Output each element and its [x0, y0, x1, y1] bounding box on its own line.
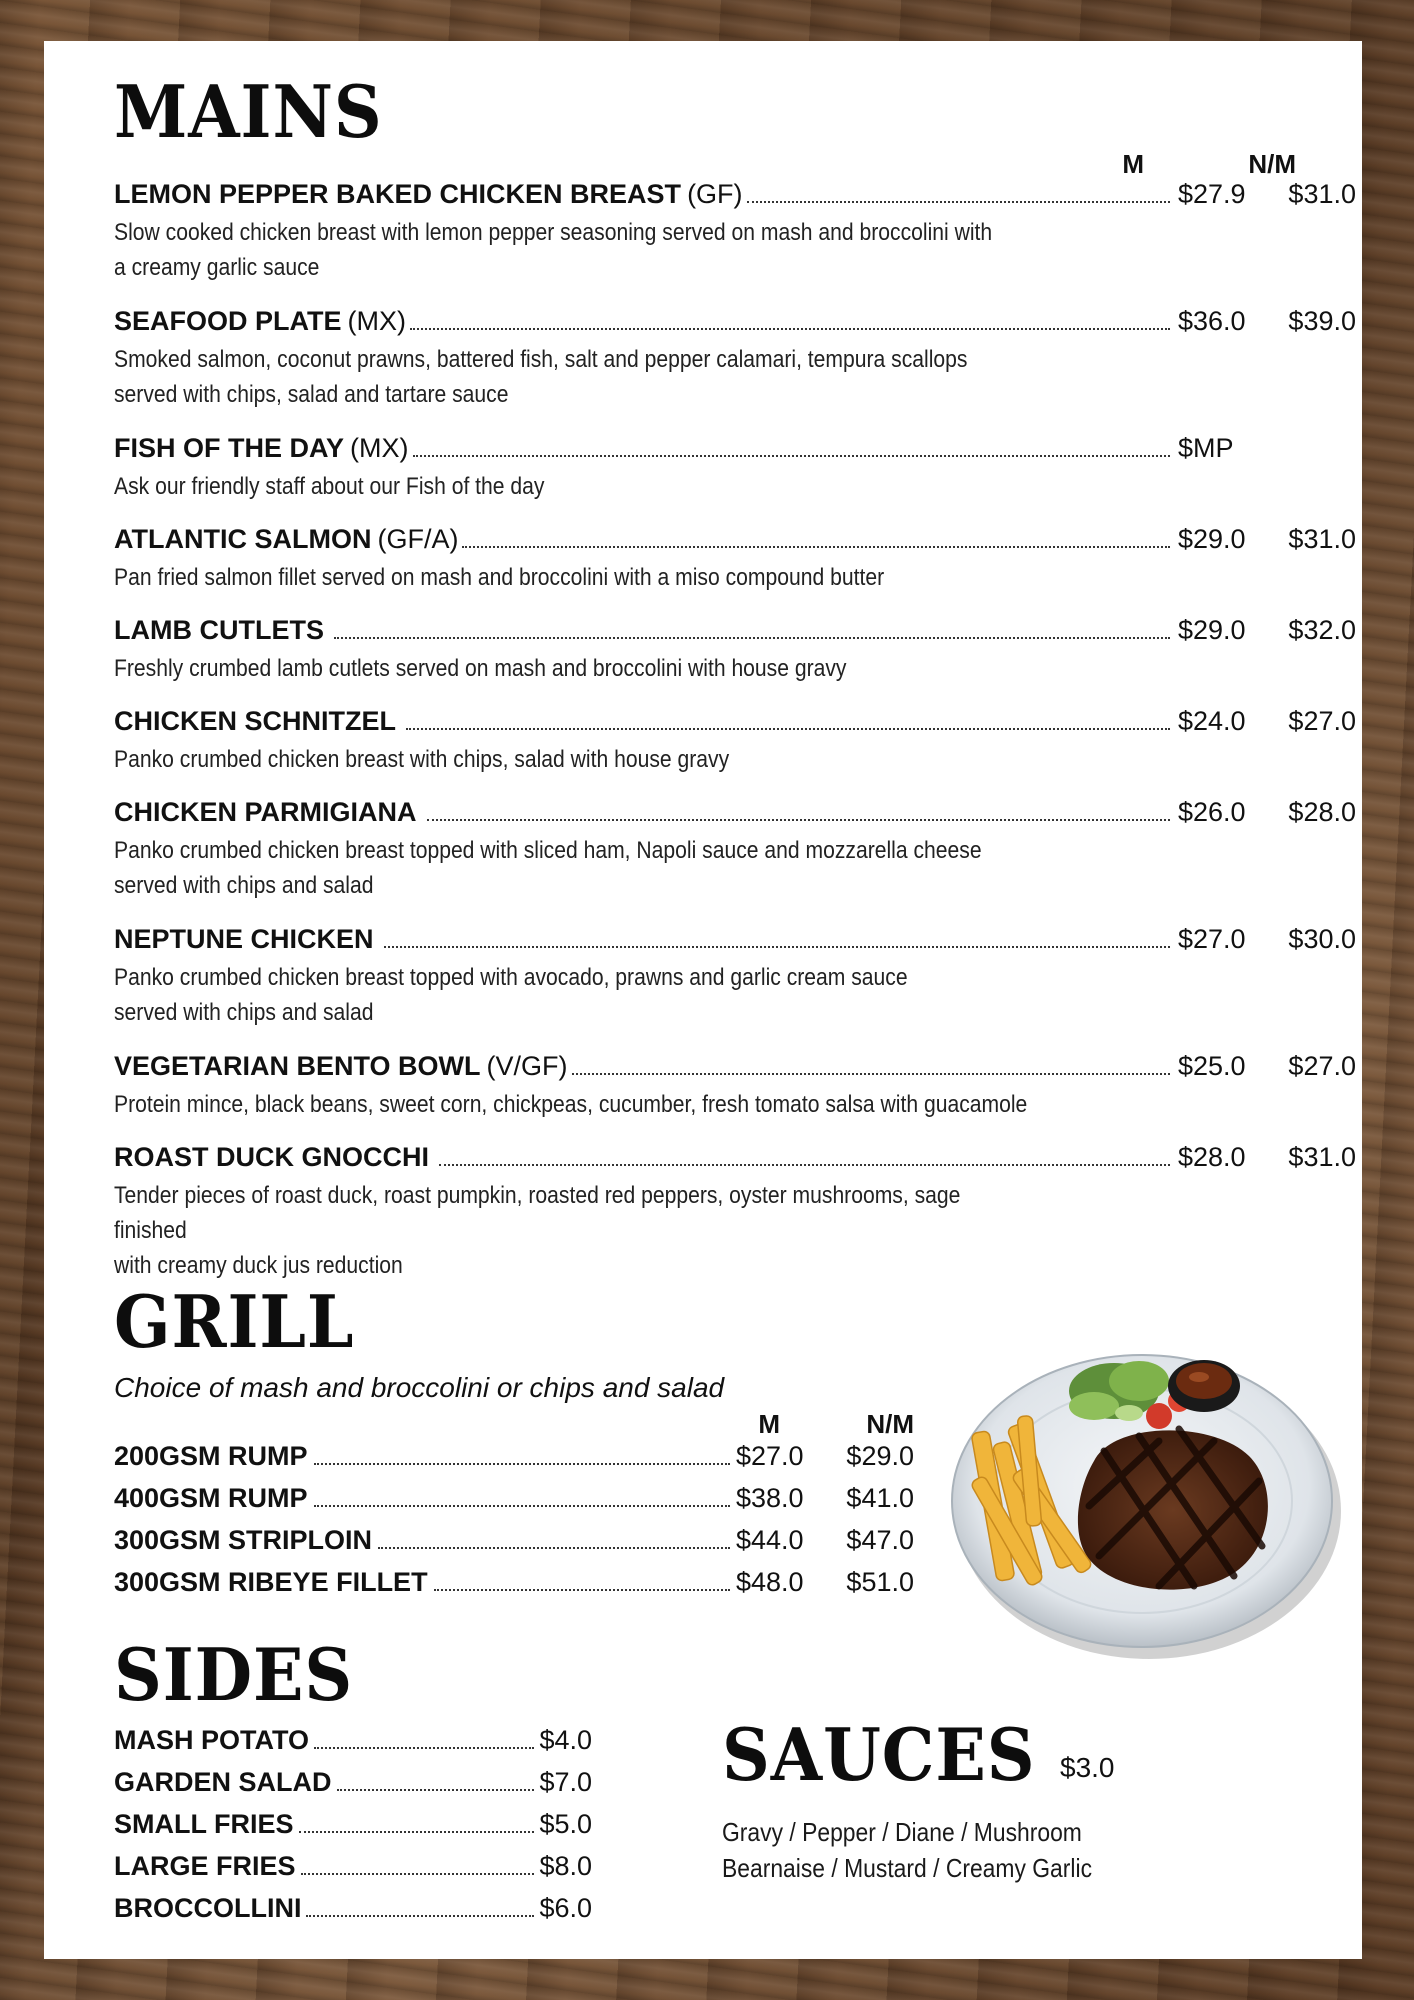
item-description: Panko crumbed chicken breast with chips, salad with house gravy — [114, 746, 730, 773]
price-member: $48.0 — [736, 1567, 804, 1597]
price-member: $25.0 — [1178, 1051, 1246, 1081]
leader-dots — [427, 819, 1171, 821]
leader-dots — [413, 455, 1170, 457]
price-nonmember: $31.0 — [1288, 1142, 1356, 1172]
item-description: Tender pieces of roast duck, roast pumpkin, roasted red peppers, oyster mushrooms, sage finished with creamy duck jus reduction — [114, 1182, 961, 1279]
item-name: SEAFOOD PLATE — [114, 306, 342, 336]
price-nonmember: $39.0 — [1288, 306, 1356, 336]
item-name: CHICKEN PARMIGIANA — [114, 797, 417, 827]
item-description: Slow cooked chicken breast with lemon pepper seasoning served on mash and broccolini with a creamy garlic sauce — [114, 219, 993, 281]
item-description: Smoked salmon, coconut prawns, battered fish, salt and pepper calamari, tempura scallops served with chips, salad and tartare sauce — [114, 346, 968, 408]
leader-dots — [410, 328, 1170, 330]
price-member: $MP — [1178, 433, 1234, 463]
leader-dots — [462, 546, 1170, 548]
price-member: $27.9 — [1178, 179, 1246, 209]
price-member: $27.0 — [1178, 924, 1246, 954]
mains-heading: MAINS — [114, 69, 383, 154]
menu-page — [44, 41, 1362, 1959]
sauces-line: Bearnaise / Mustard / Creamy Garlic — [722, 1853, 1093, 1883]
leader-dots — [572, 1073, 1170, 1075]
price: $7.0 — [539, 1767, 592, 1797]
price-nonmember: $32.0 — [1288, 615, 1356, 645]
grill-item — [114, 1441, 914, 1481]
price-member: $29.0 — [1178, 615, 1246, 645]
grill-heading: GRILL — [114, 1279, 355, 1364]
price-member: $38.0 — [736, 1483, 804, 1513]
price-nonmember: $30.0 — [1288, 924, 1356, 954]
menu-item-lamb-cutlets — [114, 615, 1356, 686]
item-description: Pan fried salmon fillet served on mash and broccolini with a miso compound butter — [114, 564, 885, 591]
price: $5.0 — [539, 1809, 592, 1839]
menu-item-roast-duck-gnocchi — [114, 1142, 1356, 1283]
menu-item-fish-of-the-day — [114, 433, 1356, 504]
leader-dots — [337, 1789, 535, 1791]
menu-item-chicken-parmigiana — [114, 797, 1356, 903]
item-name: 200GSM RUMP — [114, 1441, 308, 1471]
grill-item — [114, 1483, 914, 1523]
item-description: Ask our friendly staff about our Fish of the day — [114, 473, 545, 500]
grill-item — [114, 1567, 914, 1607]
sauces-heading: SAUCES — [722, 1712, 1036, 1797]
sides-heading: SIDES — [114, 1632, 354, 1717]
price-nonmember: $51.0 — [846, 1567, 914, 1597]
grill-item — [114, 1525, 914, 1565]
menu-item-neptune-chicken — [114, 924, 1356, 1030]
leader-dots — [306, 1915, 534, 1917]
item-name: CHICKEN SCHNITZEL — [114, 706, 396, 736]
item-tag: (GF/A) — [377, 524, 459, 554]
item-name: LAMB CUTLETS — [114, 615, 324, 645]
side-item — [114, 1725, 592, 1765]
leader-dots — [439, 1164, 1170, 1166]
item-tag: (MX) — [347, 306, 406, 336]
side-item — [114, 1809, 592, 1849]
leader-dots — [314, 1505, 730, 1507]
price-nonmember: $31.0 — [1288, 179, 1356, 209]
price-member: $44.0 — [736, 1525, 804, 1555]
price-nonmember: $28.0 — [1288, 797, 1356, 827]
menu-item-chicken-schnitzel — [114, 706, 1356, 777]
item-name: FISH OF THE DAY — [114, 433, 345, 463]
menu-item-lemon-pepper-chicken — [114, 179, 1356, 285]
item-name: VEGETARIAN BENTO BOWL — [114, 1051, 481, 1081]
menu-item-vegetarian-bento-bowl — [114, 1051, 1356, 1122]
price-member: $24.0 — [1178, 706, 1246, 736]
price: $8.0 — [539, 1851, 592, 1881]
leader-dots — [299, 1831, 535, 1833]
price-member: $28.0 — [1178, 1142, 1246, 1172]
leader-dots — [314, 1463, 730, 1465]
item-name: NEPTUNE CHICKEN — [114, 924, 374, 954]
grill-col-nonmember: N/M — [866, 1409, 914, 1439]
price-nonmember: $27.0 — [1288, 706, 1356, 736]
item-name: LARGE FRIES — [114, 1851, 296, 1881]
sauces-list — [722, 1814, 1092, 1886]
price-nonmember: $27.0 — [1288, 1051, 1356, 1081]
item-name: ROAST DUCK GNOCCHI — [114, 1142, 429, 1172]
leader-dots — [747, 201, 1170, 203]
menu-item-atlantic-salmon — [114, 524, 1356, 595]
leader-dots — [334, 637, 1170, 639]
item-name: 300GSM RIBEYE FILLET — [114, 1567, 428, 1597]
price-member: $29.0 — [1178, 524, 1246, 554]
item-description: Protein mince, black beans, sweet corn, chickpeas, cucumber, fresh tomato salsa with guacamole — [114, 1091, 1028, 1118]
price-member: $36.0 — [1178, 306, 1246, 336]
sauces-line: Gravy / Pepper / Diane / Mushroom — [722, 1817, 1082, 1847]
price: $4.0 — [539, 1725, 592, 1755]
price-nonmember: $29.0 — [846, 1441, 914, 1471]
price-member: $27.0 — [736, 1441, 804, 1471]
item-tag: (V/GF) — [486, 1051, 568, 1081]
item-name: 300GSM STRIPLOIN — [114, 1525, 373, 1555]
item-name: ATLANTIC SALMON — [114, 524, 372, 554]
side-item — [114, 1851, 592, 1891]
leader-dots — [384, 946, 1170, 948]
leader-dots — [378, 1547, 730, 1549]
item-name: MASH POTATO — [114, 1725, 309, 1755]
leader-dots — [434, 1589, 730, 1591]
leader-dots — [301, 1873, 535, 1875]
item-description: Freshly crumbed lamb cutlets served on mash and broccolini with house gravy — [114, 655, 847, 682]
price-nonmember: $41.0 — [846, 1483, 914, 1513]
item-name: BROCCOLLINI — [114, 1893, 302, 1923]
item-name: SMALL FRIES — [114, 1809, 294, 1839]
item-description: Panko crumbed chicken breast topped with sliced ham, Napoli sauce and mozzarella cheese served with chips and salad — [114, 837, 982, 899]
leader-dots — [406, 728, 1170, 730]
item-name: 400GSM RUMP — [114, 1483, 308, 1513]
price-nonmember: $31.0 — [1288, 524, 1356, 554]
item-name: GARDEN SALAD — [114, 1767, 332, 1797]
item-tag: (MX) — [350, 433, 409, 463]
item-tag: (GF) — [687, 179, 743, 209]
price-nonmember: $47.0 — [846, 1525, 914, 1555]
side-item — [114, 1893, 592, 1933]
price-member: $26.0 — [1178, 797, 1246, 827]
mains-col-member: M — [1122, 149, 1144, 179]
price: $6.0 — [539, 1893, 592, 1923]
sauces-price: $3.0 — [1060, 1752, 1115, 1783]
grill-col-member: M — [758, 1409, 780, 1439]
steak-plate-image — [944, 1321, 1344, 1661]
item-name: LEMON PEPPER BAKED CHICKEN BREAST — [114, 179, 682, 209]
item-description: Panko crumbed chicken breast topped with avocado, prawns and garlic cream sauce served with chips and salad — [114, 964, 908, 1026]
grill-subtitle: Choice of mash and broccolini or chips and salad — [114, 1372, 725, 1403]
mains-col-nonmember: N/M — [1248, 149, 1296, 179]
leader-dots — [314, 1747, 534, 1749]
menu-item-seafood-plate — [114, 306, 1356, 412]
side-item — [114, 1767, 592, 1807]
